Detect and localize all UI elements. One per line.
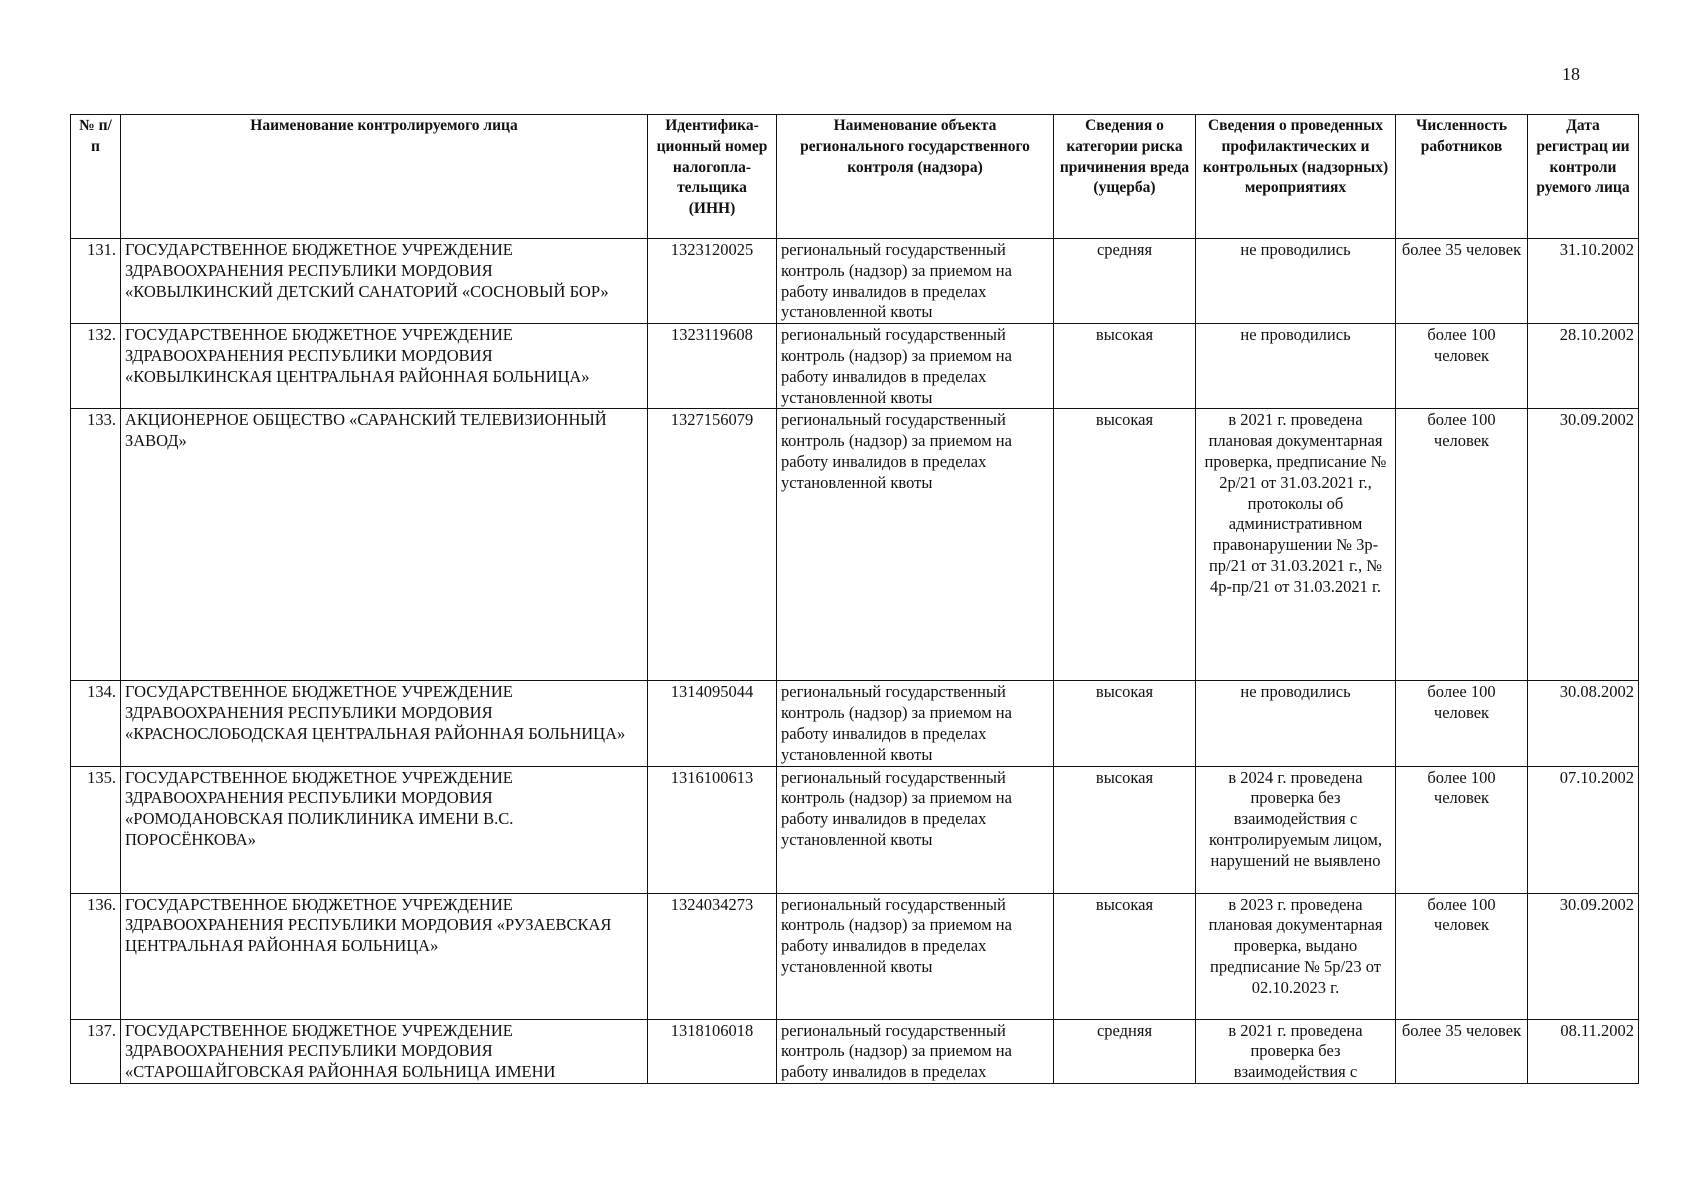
row-num: 131. [71,239,121,324]
row-date: 31.10.2002 [1528,239,1639,324]
row-staff: более 100 человек [1396,766,1528,893]
header-date: Дата регистрац ии контроли руемого лица [1528,115,1639,239]
table-row [71,893,1639,1019]
row-risk: высокая [1054,766,1196,893]
row-date: 28.10.2002 [1528,324,1639,409]
row-events: не проводились [1196,239,1396,324]
row-num: 137. [71,1019,121,1083]
row-inn: 1324034273 [648,893,777,1019]
table-row [71,681,1639,766]
row-name: ГОСУДАРСТВЕННОЕ БЮДЖЕТНОЕ УЧРЕЖДЕНИЕ ЗДРАВООХРАНЕНИЯ РЕСПУБЛИКИ МОРДОВИЯ «КРАСНОСЛОБОДСКАЯ ЦЕНТРАЛЬНАЯ РАЙОННАЯ БОЛЬНИЦА» [121,681,648,766]
row-num: 136. [71,893,121,1019]
row-inn: 1318106018 [648,1019,777,1083]
header-object: Наименование объекта регионального государственного контроля (надзора) [777,115,1054,239]
row-object: региональный государственный контроль (надзор) за приемом на работу инвалидов в пределах установленной квоты [777,324,1054,409]
row-staff: более 35 человек [1396,1019,1528,1083]
register-table [70,114,1639,1084]
row-date: 08.11.2002 [1528,1019,1639,1083]
row-num: 135. [71,766,121,893]
table-row [71,324,1639,409]
row-name: ГОСУДАРСТВЕННОЕ БЮДЖЕТНОЕ УЧРЕЖДЕНИЕ ЗДРАВООХРАНЕНИЯ РЕСПУБЛИКИ МОРДОВИЯ «РУЗАЕВСКАЯ ЦЕНТРАЛЬНАЯ РАЙОННАЯ БОЛЬНИЦА» [121,893,648,1019]
row-staff: более 35 человек [1396,239,1528,324]
row-object: региональный государственный контроль (надзор) за приемом на работу инвалидов в пределах установленной квоты [777,239,1054,324]
row-events: в 2024 г. проведена проверка без взаимодействия с контролируемым лицом, нарушений не выявлено [1196,766,1396,893]
header-inn: Идентифика-ционный номер налогопла-тельщика (ИНН) [648,115,777,239]
header-staff: Численность работников [1396,115,1528,239]
row-risk: высокая [1054,409,1196,681]
table-row [71,239,1639,324]
row-events: в 2021 г. проведена проверка без взаимодействия с [1196,1019,1396,1083]
row-risk: высокая [1054,681,1196,766]
row-name: ГОСУДАРСТВЕННОЕ БЮДЖЕТНОЕ УЧРЕЖДЕНИЕ ЗДРАВООХРАНЕНИЯ РЕСПУБЛИКИ МОРДОВИЯ «РОМОДАНОВСКАЯ ПОЛИКЛИНИКА ИМЕНИ В.С. ПОРОСЁНКОВА» [121,766,648,893]
row-name: ГОСУДАРСТВЕННОЕ БЮДЖЕТНОЕ УЧРЕЖДЕНИЕ ЗДРАВООХРАНЕНИЯ РЕСПУБЛИКИ МОРДОВИЯ «КОВЫЛКИНСКАЯ ЦЕНТРАЛЬНАЯ РАЙОННАЯ БОЛЬНИЦА» [121,324,648,409]
row-staff: более 100 человек [1396,409,1528,681]
row-date: 30.08.2002 [1528,681,1639,766]
row-risk: средняя [1054,1019,1196,1083]
row-inn: 1316100613 [648,766,777,893]
row-staff: более 100 человек [1396,681,1528,766]
row-name: АКЦИОНЕРНОЕ ОБЩЕСТВО «САРАНСКИЙ ТЕЛЕВИЗИОННЫЙ ЗАВОД» [121,409,648,681]
row-name: ГОСУДАРСТВЕННОЕ БЮДЖЕТНОЕ УЧРЕЖДЕНИЕ ЗДРАВООХРАНЕНИЯ РЕСПУБЛИКИ МОРДОВИЯ «СТАРОШАЙГОВСКАЯ РАЙОННАЯ БОЛЬНИЦА ИМЕНИ [121,1019,648,1083]
header-risk: Сведения о категории риска причинения вреда (ущерба) [1054,115,1196,239]
row-events: не проводились [1196,324,1396,409]
row-object: региональный государственный контроль (надзор) за приемом на работу инвалидов в пределах установленной квоты [777,893,1054,1019]
row-events: в 2021 г. проведена плановая документарная проверка, предписание № 2р/21 от 31.03.2021 г., протоколы об административном правонарушении № 3р-пр/21 от 31.03.2021 г., № 4р-пр/21 от 31.03.2021 г. [1196,409,1396,681]
row-inn: 1314095044 [648,681,777,766]
row-staff: более 100 человек [1396,893,1528,1019]
row-risk: высокая [1054,324,1196,409]
row-object: региональный государственный контроль (надзор) за приемом на работу инвалидов в пределах установленной квоты [777,409,1054,681]
header-events: Сведения о проведенных профилактических и контрольных (надзорных) мероприятиях [1196,115,1396,239]
row-num: 132. [71,324,121,409]
table-row [71,1019,1639,1083]
row-object: региональный государственный контроль (надзор) за приемом на работу инвалидов в пределах установленной квоты [777,766,1054,893]
row-num: 134. [71,681,121,766]
row-date: 30.09.2002 [1528,893,1639,1019]
row-name: ГОСУДАРСТВЕННОЕ БЮДЖЕТНОЕ УЧРЕЖДЕНИЕ ЗДРАВООХРАНЕНИЯ РЕСПУБЛИКИ МОРДОВИЯ «КОВЫЛКИНСКИЙ ДЕТСКИЙ САНАТОРИЙ «СОСНОВЫЙ БОР» [121,239,648,324]
row-inn: 1323119608 [648,324,777,409]
row-events: в 2023 г. проведена плановая документарная проверка, выдано предписание № 5р/23 от 02.10.2023 г. [1196,893,1396,1019]
page-number: 18 [1562,64,1580,84]
header-name: Наименование контролируемого лица [121,115,648,239]
row-inn: 1323120025 [648,239,777,324]
row-events: не проводились [1196,681,1396,766]
row-date: 07.10.2002 [1528,766,1639,893]
row-inn: 1327156079 [648,409,777,681]
table-row [71,409,1639,681]
table-row [71,766,1639,893]
row-staff: более 100 человек [1396,324,1528,409]
row-risk: высокая [1054,893,1196,1019]
table-header-row [71,115,1639,239]
row-risk: средняя [1054,239,1196,324]
row-date: 30.09.2002 [1528,409,1639,681]
row-object: региональный государственный контроль (надзор) за приемом на работу инвалидов в пределах установленной квоты [777,681,1054,766]
header-num: № п/п [71,115,121,239]
row-object: региональный государственный контроль (надзор) за приемом на работу инвалидов в пределах [777,1019,1054,1083]
row-num: 133. [71,409,121,681]
